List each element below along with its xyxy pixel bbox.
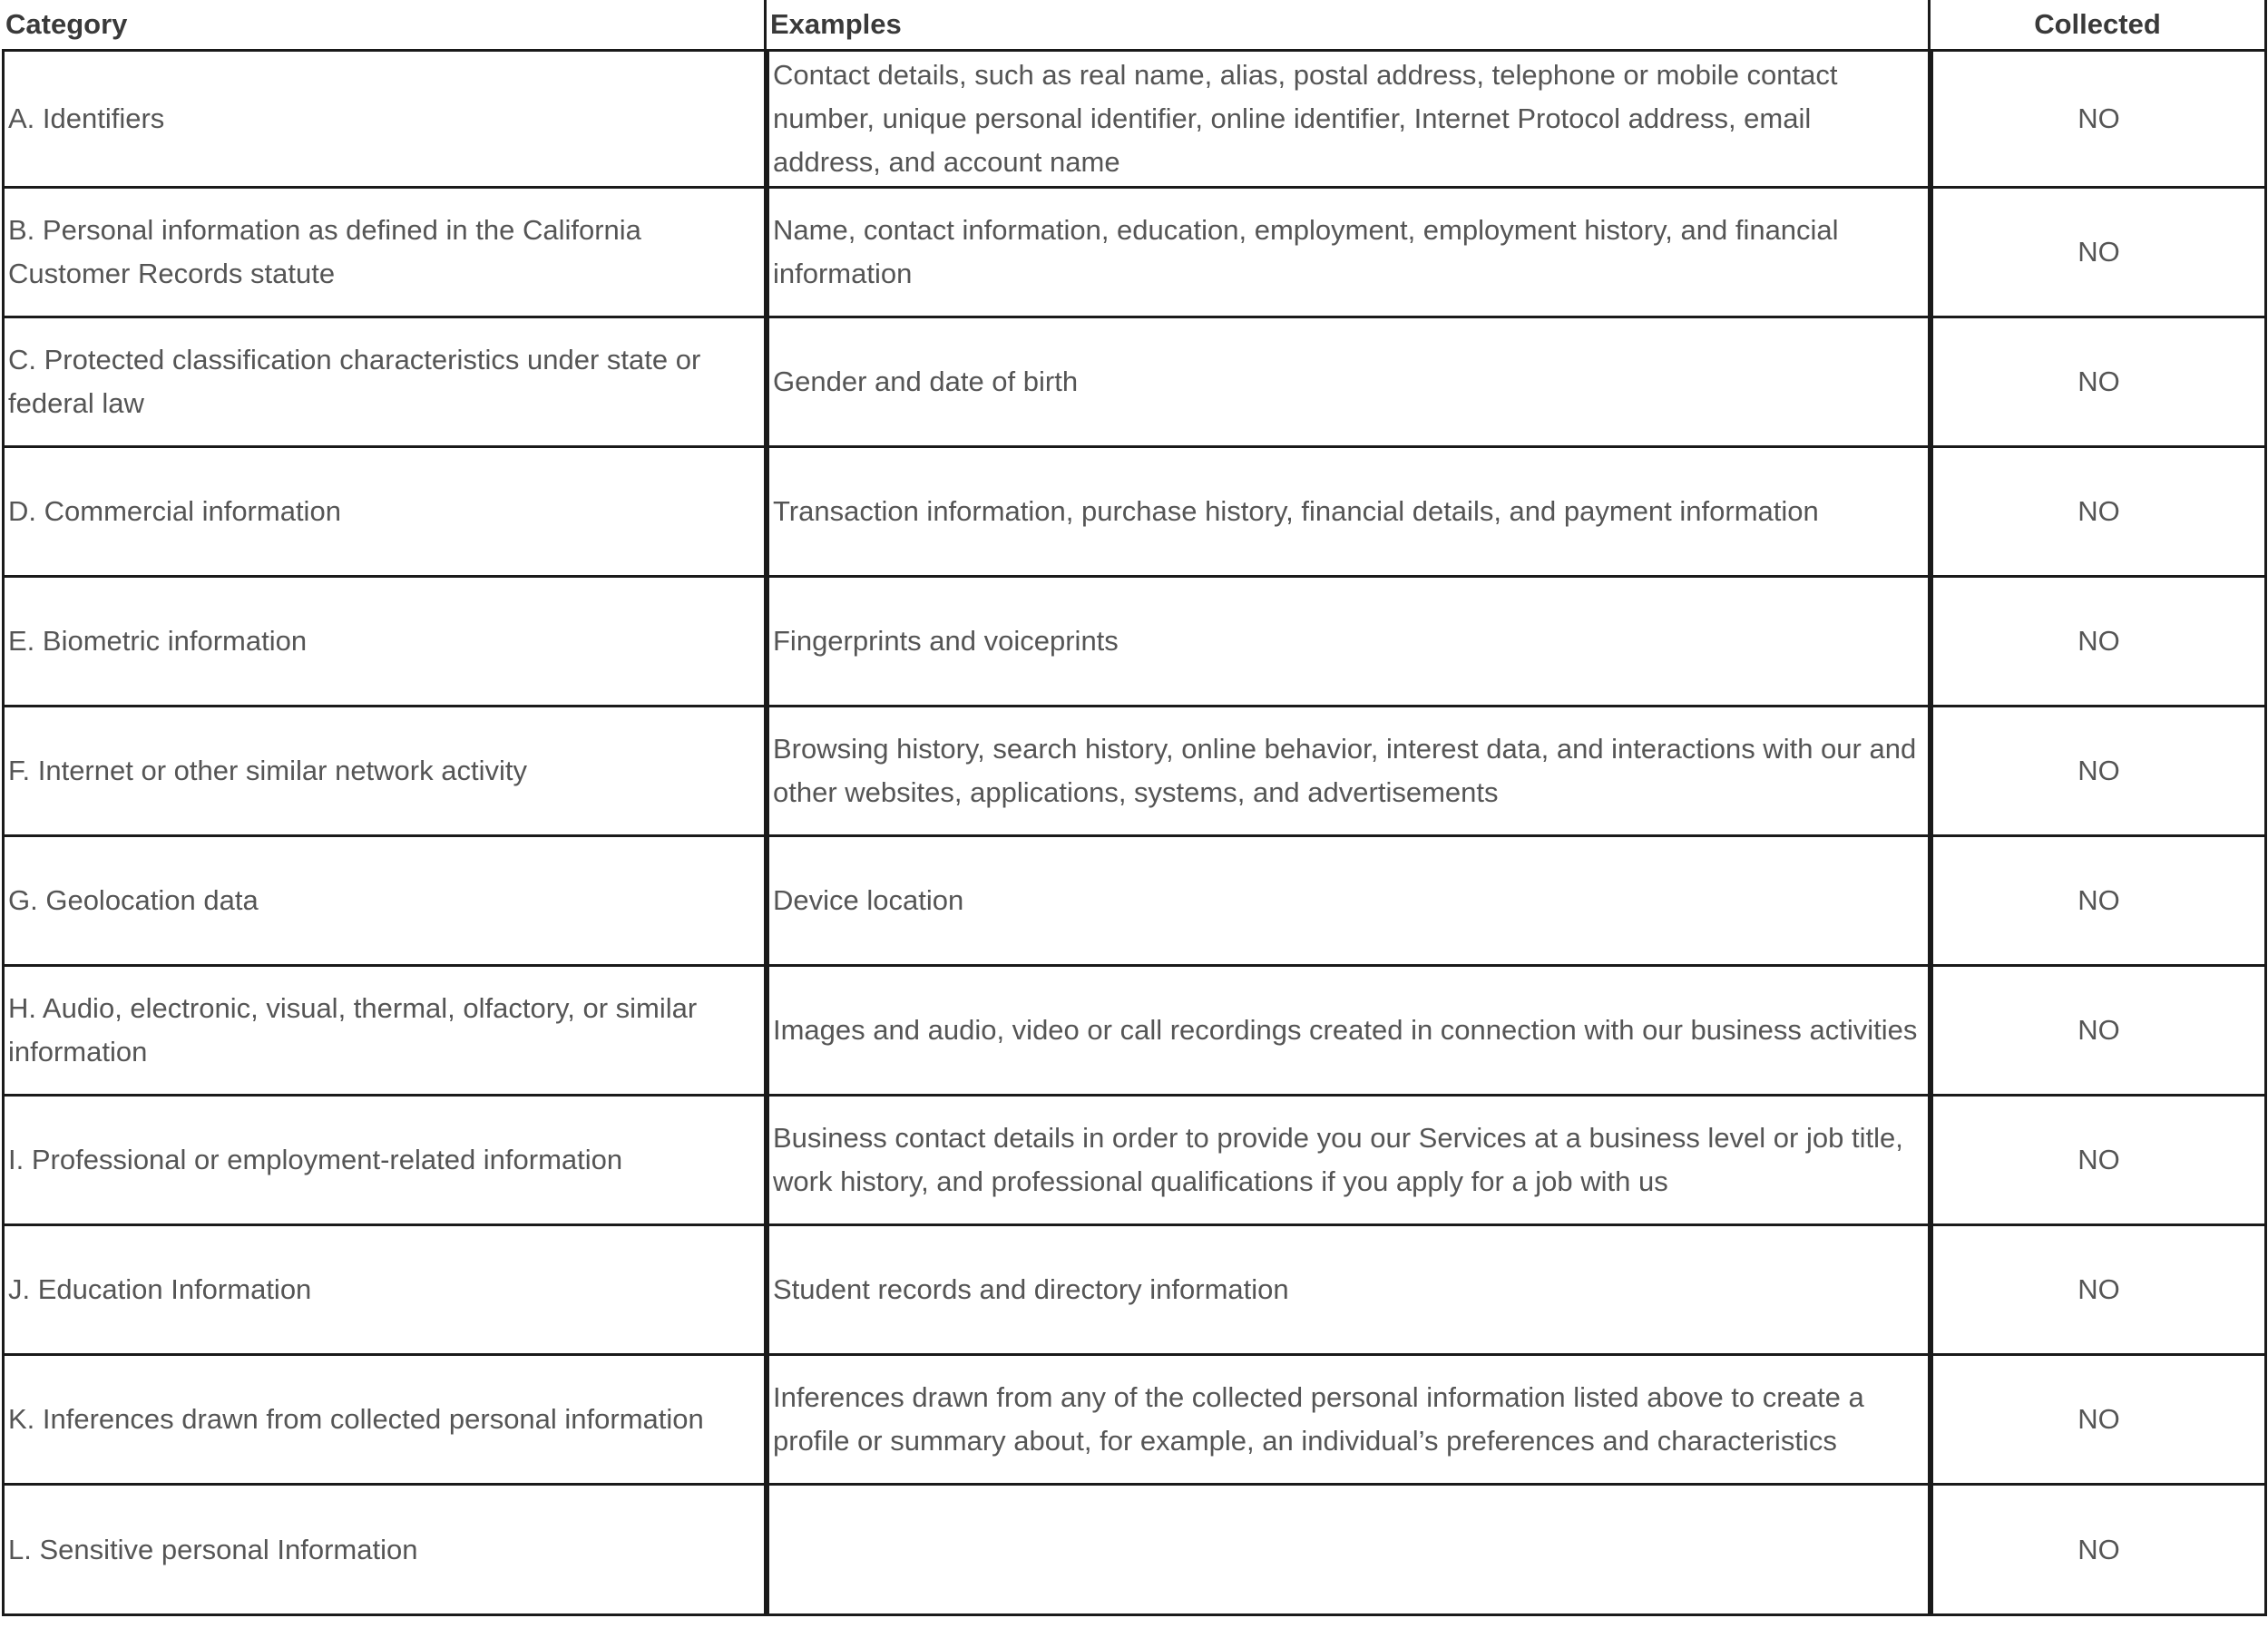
table-row	[2, 1356, 2267, 1486]
category-cell: C. Protected classification characteristics under state or federal law	[2, 318, 767, 448]
table-row	[2, 448, 2267, 578]
table-body	[2, 52, 2267, 1616]
collected-cell: NO	[1931, 1097, 2267, 1226]
examples-cell	[767, 1486, 1931, 1616]
collected-cell: NO	[1931, 448, 2267, 578]
category-cell: J. Education Information	[2, 1226, 767, 1356]
collected-cell: NO	[1931, 1486, 2267, 1616]
collected-cell: NO	[1931, 707, 2267, 837]
examples-cell: Student records and directory information	[767, 1226, 1931, 1356]
collected-cell: NO	[1931, 578, 2267, 707]
category-cell: E. Biometric information	[2, 578, 767, 707]
table-row	[2, 318, 2267, 448]
personal-information-categories-table	[2, 0, 2267, 1616]
examples-cell: Device location	[767, 837, 1931, 967]
examples-cell: Inferences drawn from any of the collected personal information listed above to create a profile or summary about, for example, an individual’s preferences and characteristics	[767, 1356, 1931, 1486]
examples-cell: Business contact details in order to provide you our Services at a business level or job title, work history, and professional qualifications if you apply for a job with us	[767, 1097, 1931, 1226]
examples-cell: Gender and date of birth	[767, 318, 1931, 448]
table-row	[2, 52, 2267, 189]
table-row	[2, 189, 2267, 318]
category-cell: B. Personal information as defined in the California Customer Records statute	[2, 189, 767, 318]
category-cell: F. Internet or other similar network activity	[2, 707, 767, 837]
examples-cell: Images and audio, video or call recordings created in connection with our business activities	[767, 967, 1931, 1097]
collected-cell: NO	[1931, 318, 2267, 448]
column-header-category: Category	[2, 0, 767, 52]
examples-cell: Transaction information, purchase history, financial details, and payment information	[767, 448, 1931, 578]
table-header	[2, 0, 2267, 52]
examples-cell: Browsing history, search history, online behavior, interest data, and interactions with our and other websites, applications, systems, and advertisements	[767, 707, 1931, 837]
header-row	[2, 0, 2267, 52]
table-row	[2, 967, 2267, 1097]
category-cell: I. Professional or employment-related information	[2, 1097, 767, 1226]
column-header-examples: Examples	[767, 0, 1931, 52]
category-cell: L. Sensitive personal Information	[2, 1486, 767, 1616]
category-cell: G. Geolocation data	[2, 837, 767, 967]
collected-cell: NO	[1931, 52, 2267, 189]
collected-cell: NO	[1931, 1356, 2267, 1486]
collected-cell: NO	[1931, 967, 2267, 1097]
table-row	[2, 1226, 2267, 1356]
table-row	[2, 707, 2267, 837]
collected-cell: NO	[1931, 189, 2267, 318]
category-cell: H. Audio, electronic, visual, thermal, olfactory, or similar information	[2, 967, 767, 1097]
table-row	[2, 1097, 2267, 1226]
category-cell: K. Inferences drawn from collected personal information	[2, 1356, 767, 1486]
collected-cell: NO	[1931, 837, 2267, 967]
examples-cell: Fingerprints and voiceprints	[767, 578, 1931, 707]
table-row	[2, 837, 2267, 967]
category-cell: D. Commercial information	[2, 448, 767, 578]
column-header-collected: Collected	[1931, 0, 2267, 52]
table-row	[2, 578, 2267, 707]
category-cell: A. Identifiers	[2, 52, 767, 189]
table-row	[2, 1486, 2267, 1616]
examples-cell: Contact details, such as real name, alias, postal address, telephone or mobile contact number, unique personal identifier, online identifier, Internet Protocol address, email address, and account name	[767, 52, 1931, 189]
collected-cell: NO	[1931, 1226, 2267, 1356]
examples-cell: Name, contact information, education, employment, employment history, and financial information	[767, 189, 1931, 318]
